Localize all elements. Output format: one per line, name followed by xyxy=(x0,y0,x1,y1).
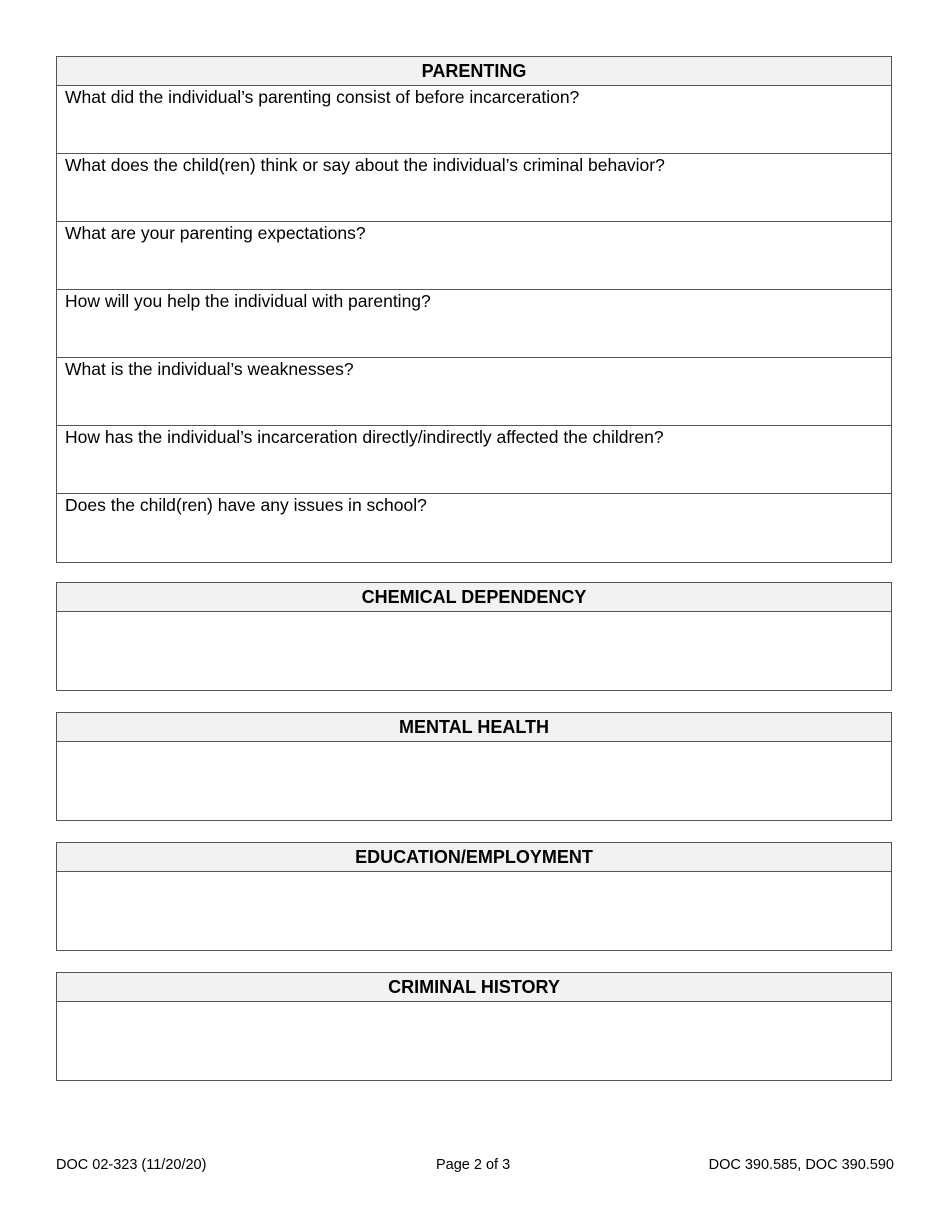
footer-page-number: Page 2 of 3 xyxy=(436,1157,511,1173)
chemical-dependency-heading: CHEMICAL DEPENDENCY xyxy=(57,583,891,612)
mental-health-section xyxy=(56,712,892,821)
education-employment-body xyxy=(57,872,891,950)
parenting-question-label: Does the child(ren) have any issues in school? xyxy=(65,495,427,515)
footer-references: DOC 390.585, DOC 390.590 xyxy=(708,1157,894,1173)
parenting-question-label: What is the individual’s weaknesses? xyxy=(65,359,354,379)
criminal-history-field[interactable] xyxy=(57,1002,891,1080)
chemical-dependency-body xyxy=(57,612,891,690)
parenting-question-row xyxy=(57,290,891,358)
footer-form-id: DOC 02-323 (11/20/20) xyxy=(56,1157,207,1173)
parenting-question-label: What does the child(ren) think or say about the individual’s criminal behavior? xyxy=(65,155,665,175)
parenting-answer-field[interactable] xyxy=(65,448,883,488)
parenting-question-row xyxy=(57,494,891,562)
parenting-question-row xyxy=(57,154,891,222)
mental-health-body xyxy=(57,742,891,820)
parenting-answer-field[interactable] xyxy=(65,380,883,420)
parenting-answer-field[interactable] xyxy=(65,312,883,352)
parenting-question-row xyxy=(57,222,891,290)
parenting-question-row xyxy=(57,426,891,494)
parenting-section xyxy=(56,56,892,563)
education-employment-heading: EDUCATION/EMPLOYMENT xyxy=(57,843,891,872)
parenting-heading: PARENTING xyxy=(57,57,891,86)
parenting-answer-field[interactable] xyxy=(65,244,883,284)
mental-health-field[interactable] xyxy=(57,742,891,820)
parenting-question-label: What did the individual’s parenting consist of before incarceration? xyxy=(65,87,580,107)
parenting-answer-field[interactable] xyxy=(65,176,883,216)
mental-health-heading: MENTAL HEALTH xyxy=(57,713,891,742)
chemical-dependency-section xyxy=(56,582,892,691)
chemical-dependency-field[interactable] xyxy=(57,612,891,690)
criminal-history-section xyxy=(56,972,892,1081)
education-employment-section xyxy=(56,842,892,951)
parenting-question-label: How has the individual’s incarceration directly/indirectly affected the children? xyxy=(65,427,664,447)
criminal-history-body xyxy=(57,1002,891,1080)
parenting-question-label: What are your parenting expectations? xyxy=(65,223,366,243)
criminal-history-heading: CRIMINAL HISTORY xyxy=(57,973,891,1002)
education-employment-field[interactable] xyxy=(57,872,891,950)
parenting-question-label: How will you help the individual with parenting? xyxy=(65,291,431,311)
parenting-answer-field[interactable] xyxy=(65,516,883,556)
parenting-answer-field[interactable] xyxy=(65,108,883,148)
parenting-question-row xyxy=(57,358,891,426)
parenting-question-row xyxy=(57,86,891,154)
